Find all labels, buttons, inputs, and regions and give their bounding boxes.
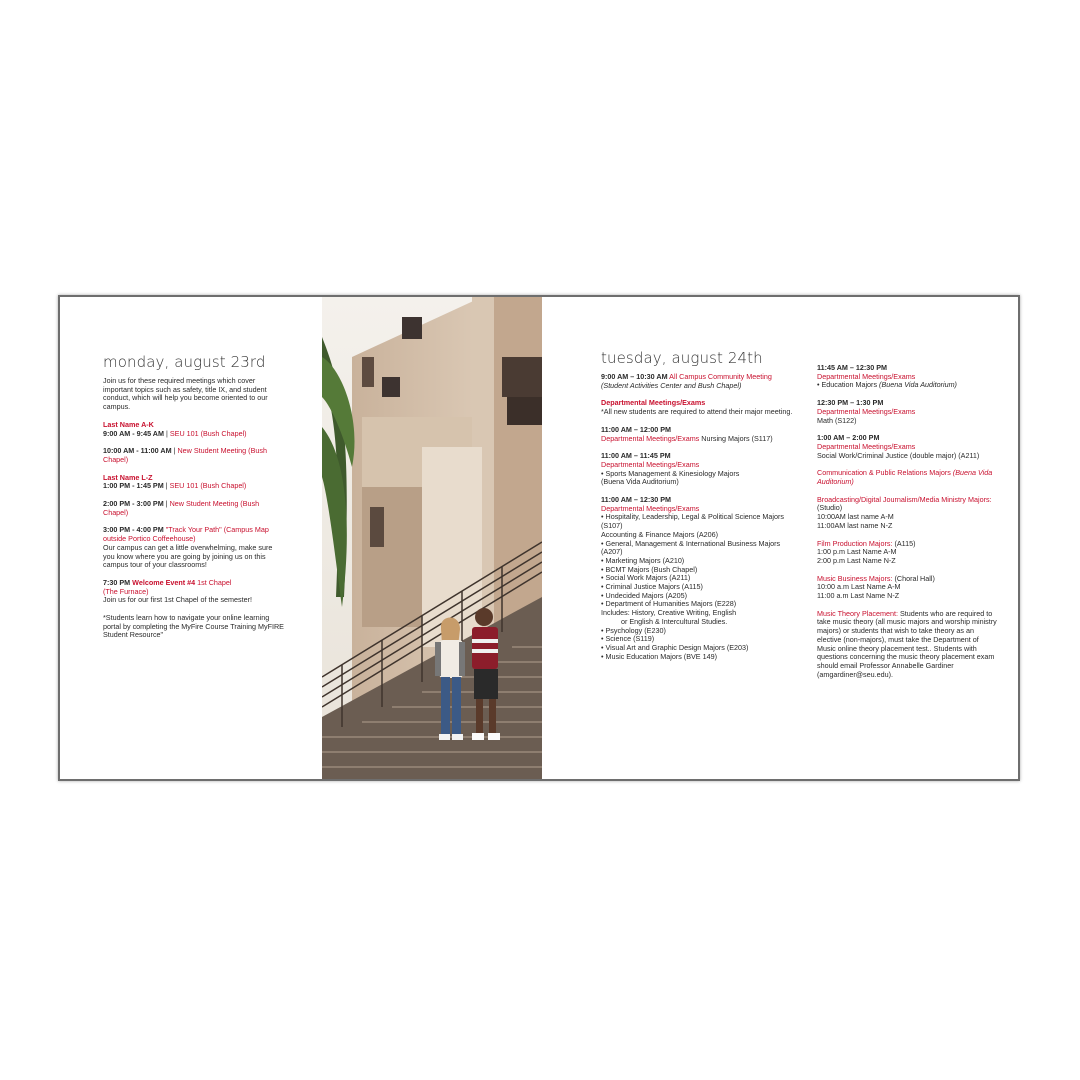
schedule-item: Last Name A-K 9:00 AM - 9:45 AM | SEU 101 (Bush Chapel) [103,419,247,438]
list-item: • Department of Humanities Majors (E228) [601,599,737,609]
list-item: • BCMT Majors (Bush Chapel) [601,564,698,574]
schedule-item: Broadcasting/Digital Journalism/Media Ministry Majors: (Studio) 10:00AM last name A-M 11:00AM last name N-Z [817,494,992,530]
list-item: • General, Management & International Business Majors (A207) [601,538,781,557]
list-item: • Visual Art and Graphic Design Majors (E203) [601,642,749,652]
brochure-spread [58,295,1020,781]
list-item: Accounting & Finance Majors (A206) [601,529,719,539]
schedule-item: 1:00 AM – 2:00 PM Departmental Meetings/Exams Social Work/Criminal Justice (double major) (A211) [817,433,980,460]
list-item: or English & Intercultural Studies. [621,616,728,626]
schedule-item: Film Production Majors: (A115) 1:00 p.m Last Name A-M 2:00 p.m Last Name N-Z [817,538,916,565]
schedule-item: 9:00 AM – 10:30 AM All Campus Community Meeting (Student Activities Center and Bush Chapel) [601,372,772,390]
schedule-item: Last Name L-Z 1:00 PM - 1:45 PM | SEU 101 (Bush Chapel) [103,472,247,491]
schedule-item: 11:00 AM – 12:00 PM Departmental Meetings/Exams Nursing Majors (S117) [601,424,773,443]
tuesday-heading: tuesday, august 24th [601,349,763,367]
list-item: Includes: History, Creative Writing, English [601,608,737,618]
monday-intro: Join us for these required meetings which cover important topics such as safety, title IX, and student conduct, which will help you become oriented to our campus. [103,376,268,412]
monday-column [103,353,285,649]
list-item: • Social Work Majors (A211) [601,573,691,583]
campus-stairs-photo [322,297,542,781]
schedule-item: 7:30 PM Welcome Event #4 1st Chapel (The Furnace) Join us for our first 1st Chapel of the semester! [103,577,253,605]
photo-illustration [322,297,542,781]
list-item: • Music Education Majors (BVE 149) [601,651,717,661]
list-item: • Hospitality, Leadership, Legal & Political Science Majors (S107) [601,512,784,531]
schedule-item: 2:00 PM - 3:00 PM | New Student Meeting (Bush Chapel) [103,499,260,517]
schedule-item: 10:00 AM - 11:00 AM | New Student Meeting (Bush Chapel) [103,446,267,464]
schedule-item: 3:00 PM - 4:00 PM "Track Your Path" (Campus Map outside Portico Coffeehouse) Our campus can get a little overwhelming, make sure you know where you are going by joining us on this campus tour of your classrooms! [103,525,273,570]
monday-heading: monday, august 23rd [103,353,266,371]
list-item: • Undecided Majors (A205) [601,590,688,600]
schedule-item: 11:00 AM – 11:45 PM Departmental Meetings/Exams • Sports Management & Kinesiology Majors (Buena Vida Auditorium) [601,451,740,487]
schedule-item: Music Theory Placement: Students who are required to take music theory (all music majors and worship ministry majors) or students that wish to take theory as an elective (non-majors), must take the Department of Music online theory placement test.. Students with questions concerning the music theory placement exam should email Professor Annabelle Gardiner (amgardiner@seu.edu). [817,608,997,679]
schedule-item: 11:00 AM – 12:30 PM Departmental Meetings/Exams • Hospitality, Leadership, Legal & Political Science Majors (S107) Accounting & Finance Majors (A206) • General, Management & International Business Majors (A207) • Marketing Majors (A210) • BCMT Majors (Bush Chapel) • Social Work Majors (A211) • Criminal Justice Majors (A115) • Undecided Majors (A205) • Department of Humanities Majors (E228) Includes: History, Creative Writing, English or English & Intercultural Studies. • Psychology (E230) • Science (S119) • Visual Art and Graphic Design Majors (E203) • Music Education Majors (BVE 149) [601,496,801,661]
schedule-item: Departmental Meetings/Exams *All new students are required to attend their major meeting. [601,398,793,417]
tuesday-right-column [817,364,997,688]
tuesday-column [601,349,801,670]
list-item: • Science (S119) [601,634,655,644]
list-item: • Psychology (E230) [601,625,666,635]
schedule-item: 11:45 AM – 12:30 PM Departmental Meetings/Exams • Education Majors (Buena Vida Auditorium) [817,363,957,390]
list-item: • Marketing Majors (A210) [601,555,685,565]
schedule-item: Communication & Public Relations Majors (Buena Vida Auditorium) [817,468,993,487]
schedule-item: 12:30 PM – 1:30 PM Departmental Meetings/Exams Math (S122) [817,398,916,425]
monday-note: *Students learn how to navigate your online learning portal by completing the MyFire Course Training MyFIRE Student Resource" [103,613,284,640]
schedule-item: Music Business Majors: (Choral Hall) 10:00 a.m Last Name A-M 11:00 a.m Last Name N-Z [817,573,935,601]
list-item: • Criminal Justice Majors (A115) [601,582,703,592]
